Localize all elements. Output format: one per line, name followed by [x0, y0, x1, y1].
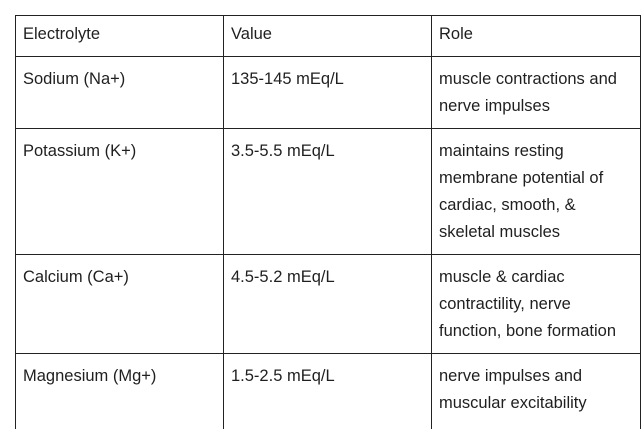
cell-electrolyte: Potassium (K+) — [16, 129, 224, 255]
cell-electrolyte: Calcium (Ca+) — [16, 255, 224, 354]
table-row — [16, 57, 641, 129]
header-value: Value — [224, 16, 432, 57]
cell-value: 4.5-5.2 mEq/L — [224, 255, 432, 354]
header-role: Role — [432, 16, 641, 57]
cell-role: muscle contractions and nerve impulses — [432, 57, 641, 129]
cell-value: 1.5-2.5 mEq/L — [224, 354, 432, 430]
header-electrolyte: Electrolyte — [16, 16, 224, 57]
table-row — [16, 255, 641, 354]
cell-value: 3.5-5.5 mEq/L — [224, 129, 432, 255]
cell-electrolyte: Sodium (Na+) — [16, 57, 224, 129]
cell-role: maintains resting membrane potential of cardiac, smooth, & skeletal muscles — [432, 129, 641, 255]
cell-role: nerve impulses and muscular excitability — [432, 354, 641, 430]
table-header-row — [16, 16, 641, 57]
cell-role: muscle & cardiac contractility, nerve function, bone formation — [432, 255, 641, 354]
table-row — [16, 129, 641, 255]
electrolyte-table — [15, 15, 641, 429]
table-row — [16, 354, 641, 430]
cell-value: 135-145 mEq/L — [224, 57, 432, 129]
cell-electrolyte: Magnesium (Mg+) — [16, 354, 224, 430]
